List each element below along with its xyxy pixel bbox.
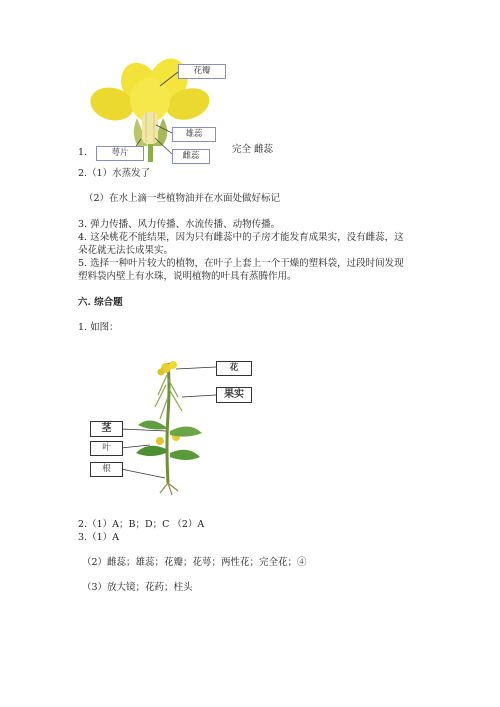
label-petal: 花瓣 — [178, 64, 226, 79]
answer-2-1: 2.（1）水蒸发了 — [78, 168, 151, 179]
answer-1: 完全 雌蕊 — [232, 144, 274, 155]
section-6-q1-intro: 1. 如图： — [78, 322, 119, 333]
label-fruit: 果实 — [216, 387, 252, 403]
label-root: 根 — [90, 462, 123, 477]
label-stem: 茎 — [90, 421, 123, 437]
answer-2-2: （2）在水上滴一些植物油并在水面处做好标记 — [84, 193, 281, 204]
answer-3: 3. 弹力传播、风力传播、水流传播、动物传播。 — [78, 219, 281, 230]
answer-4-line1: 4. 这朵桃花不能结果，因为只有雌蕊中的子房才能发育成果实，没有雌蕊，这 — [78, 232, 404, 243]
section-6-q3-1: 3.（1）A — [78, 532, 119, 543]
section-6-q3-3: （3）放大镜；花药；柱头 — [82, 582, 193, 593]
label-stamen: 雄蕊 — [172, 127, 216, 142]
section-6-heading: 六. 综合题 — [78, 297, 123, 308]
answer-5-line1: 5. 选择一种叶片较大的植物，在叶子上套上一个干燥的塑料袋，过段时间发现 — [78, 258, 404, 269]
answer-5-line2: 塑料袋内壁上有水珠，说明植物的叶具有蒸腾作用。 — [78, 271, 297, 282]
label-flower: 花 — [216, 361, 252, 376]
section-6-q2: 2.（1）A；B；D；C （2）A — [78, 519, 205, 530]
item-number-1: 1. — [78, 147, 88, 158]
answer-4-line2: 朵花就无法长成果实。 — [78, 245, 174, 256]
label-leaf: 叶 — [90, 441, 123, 456]
section-6-q3-2: （2）雌蕊；雄蕊；花瓣；花萼；两性花；完全花；④ — [82, 557, 307, 568]
label-sepal: 萼片 — [96, 146, 144, 161]
label-pistil: 雌蕊 — [172, 149, 210, 164]
